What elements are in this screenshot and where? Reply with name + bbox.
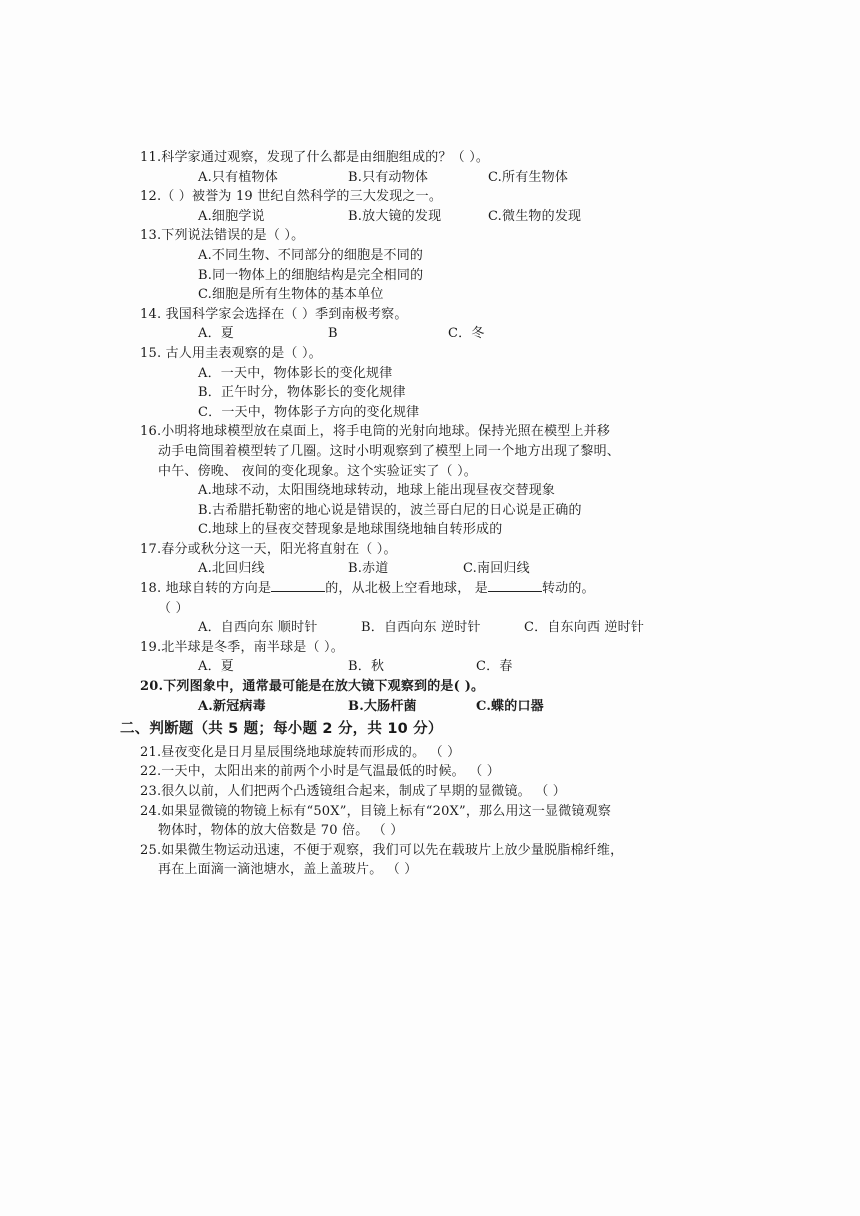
question-18-stem (140, 579, 700, 599)
question-list (120, 148, 700, 880)
option-b: B.大肠杆菌 (348, 698, 417, 714)
option-b: B.放大镜的发现 (348, 208, 442, 224)
question-11-options (140, 168, 700, 188)
option-b: B.同一物体上的细胞结构是完全相同的 (198, 267, 424, 283)
question-16-stem-line3: 中午、傍晚、 夜间的变化现象。这个实验证实了（ ）。 (158, 463, 477, 479)
option-c: C．一天中，物体影子方向的变化规律 (198, 404, 420, 420)
option-c: C.南回归线 (463, 561, 530, 577)
option-c: C.地球上的昼夜交替现象是地球围绕地轴自转形成的 (198, 522, 503, 538)
question-20-options (140, 697, 700, 717)
option-b: B．正午时分，物体影长的变化规律 (198, 385, 406, 401)
section-2-title: 二、判断题（共 5 题；每小题 2 分，共 10 分） (120, 721, 443, 738)
question-24-line2: 物体时，物体的放大倍数是 70 倍。 （ ） (158, 823, 404, 839)
option-a: A．自西向东 顺时针 (198, 620, 318, 636)
question-25-line2: 再在上面滴一滴池塘水，盖上盖玻片。 （ ） (158, 862, 418, 878)
question-20-stem: 20.下列图象中，通常最可能是在放大镜下观察到的是( )。 (140, 679, 485, 695)
option-a: A.新冠病毒 (198, 698, 266, 714)
question-19-options (140, 657, 700, 677)
question-13-stem: 13.下列说法错误的是（ ）。 (140, 228, 305, 244)
question-14-stem: 14. 我国科学家会选择在（ ）季到南极考察。 (140, 306, 408, 322)
option-c: C.蝶的口器 (476, 698, 544, 714)
option-a: A.细胞学说 (198, 208, 265, 224)
option-a: A.不同生物、不同部分的细胞是不同的 (198, 247, 424, 263)
question-23: 23.很久以前，人们把两个凸透镜组合起来，制成了早期的显微镜。 （ ） (140, 784, 566, 799)
question-16-stem-line2: 动手电筒围着模型转了几圈。这时小明观察到了模型上同一个地方出现了黎明、 (158, 443, 621, 459)
question-19-stem: 19.北半球是冬季，南半球是（ ）。 (140, 639, 344, 655)
option-c: C．自东向西 逆时针 (524, 620, 645, 636)
question-18-stem-part1: 18. 地球自转的方向是 (140, 581, 272, 597)
question-18-stem-part2: 的，从北极上空看地球， 是 (325, 581, 488, 597)
question-12-stem: 12.（ ）被誉为 19 世纪自然科学的三大发现之一。 (140, 189, 443, 205)
option-b: B．秋 (348, 659, 385, 675)
option-a: A．夏 (198, 659, 234, 675)
option-b: B．自西向东 逆时针 (361, 620, 481, 636)
option-a: A．夏 (198, 326, 234, 342)
question-22: 22.一天中，太阳出来的前两个小时是气温最低的时候。 （ ） (140, 764, 500, 780)
question-17-stem: 17.春分或秋分这一天，阳光将直射在（ ）。 (140, 541, 397, 557)
question-17-options (140, 559, 700, 579)
question-12-options (140, 207, 700, 227)
question-18-answer-bracket: （ ） (158, 600, 189, 616)
question-24-line1: 24.如果显微镜的物镜上标有“50X”，目镜上标有“20X”，那么用这一显微镜观察 (140, 803, 612, 819)
question-18-options (140, 618, 700, 638)
question-21: 21.昼夜变化是日月星辰围绕地球旋转而形成的。 （ ） (140, 744, 461, 760)
question-18-stem-part3: 转动的。 (541, 581, 595, 597)
answer-blank-2[interactable] (488, 579, 542, 592)
question-14-options (140, 324, 700, 344)
option-c: C．冬 (448, 326, 485, 342)
option-b: B (328, 326, 338, 342)
option-c: C.微生物的发现 (488, 208, 582, 224)
option-c: C.所有生物体 (488, 169, 569, 185)
question-11-stem: 11.科学家通过观察，发现了什么都是由细胞组成的？（ ）。 (140, 150, 490, 165)
option-a: A.地球不动，太阳围绕地球转动，地球上能出现昼夜交替现象 (198, 483, 556, 499)
option-b: B.赤道 (348, 561, 389, 577)
option-a: A.只有植物体 (198, 169, 278, 185)
question-15-stem: 15. 古人用圭表观察的是（ ）。 (140, 345, 322, 361)
option-b: B.只有动物体 (348, 169, 429, 185)
option-a: A.北回归线 (198, 561, 265, 577)
question-25-line1: 25.如果微生物运动迅速，不便于观察，我们可以先在载玻片上放少量脱脂棉纤维， (140, 842, 624, 858)
option-a: A．一天中，物体影长的变化规律 (198, 365, 393, 381)
option-b: B.古希腊托勒密的地心说是错误的，波兰哥白尼的日心说是正确的 (198, 502, 582, 518)
option-c: C.细胞是所有生物体的基本单位 (198, 287, 384, 303)
option-c: C．春 (476, 659, 513, 675)
question-16-stem-line1: 16.小明将地球模型放在桌面上，将手电筒的光射向地球。保持光照在模型上并移 (140, 424, 611, 440)
answer-blank-1[interactable] (271, 579, 325, 592)
